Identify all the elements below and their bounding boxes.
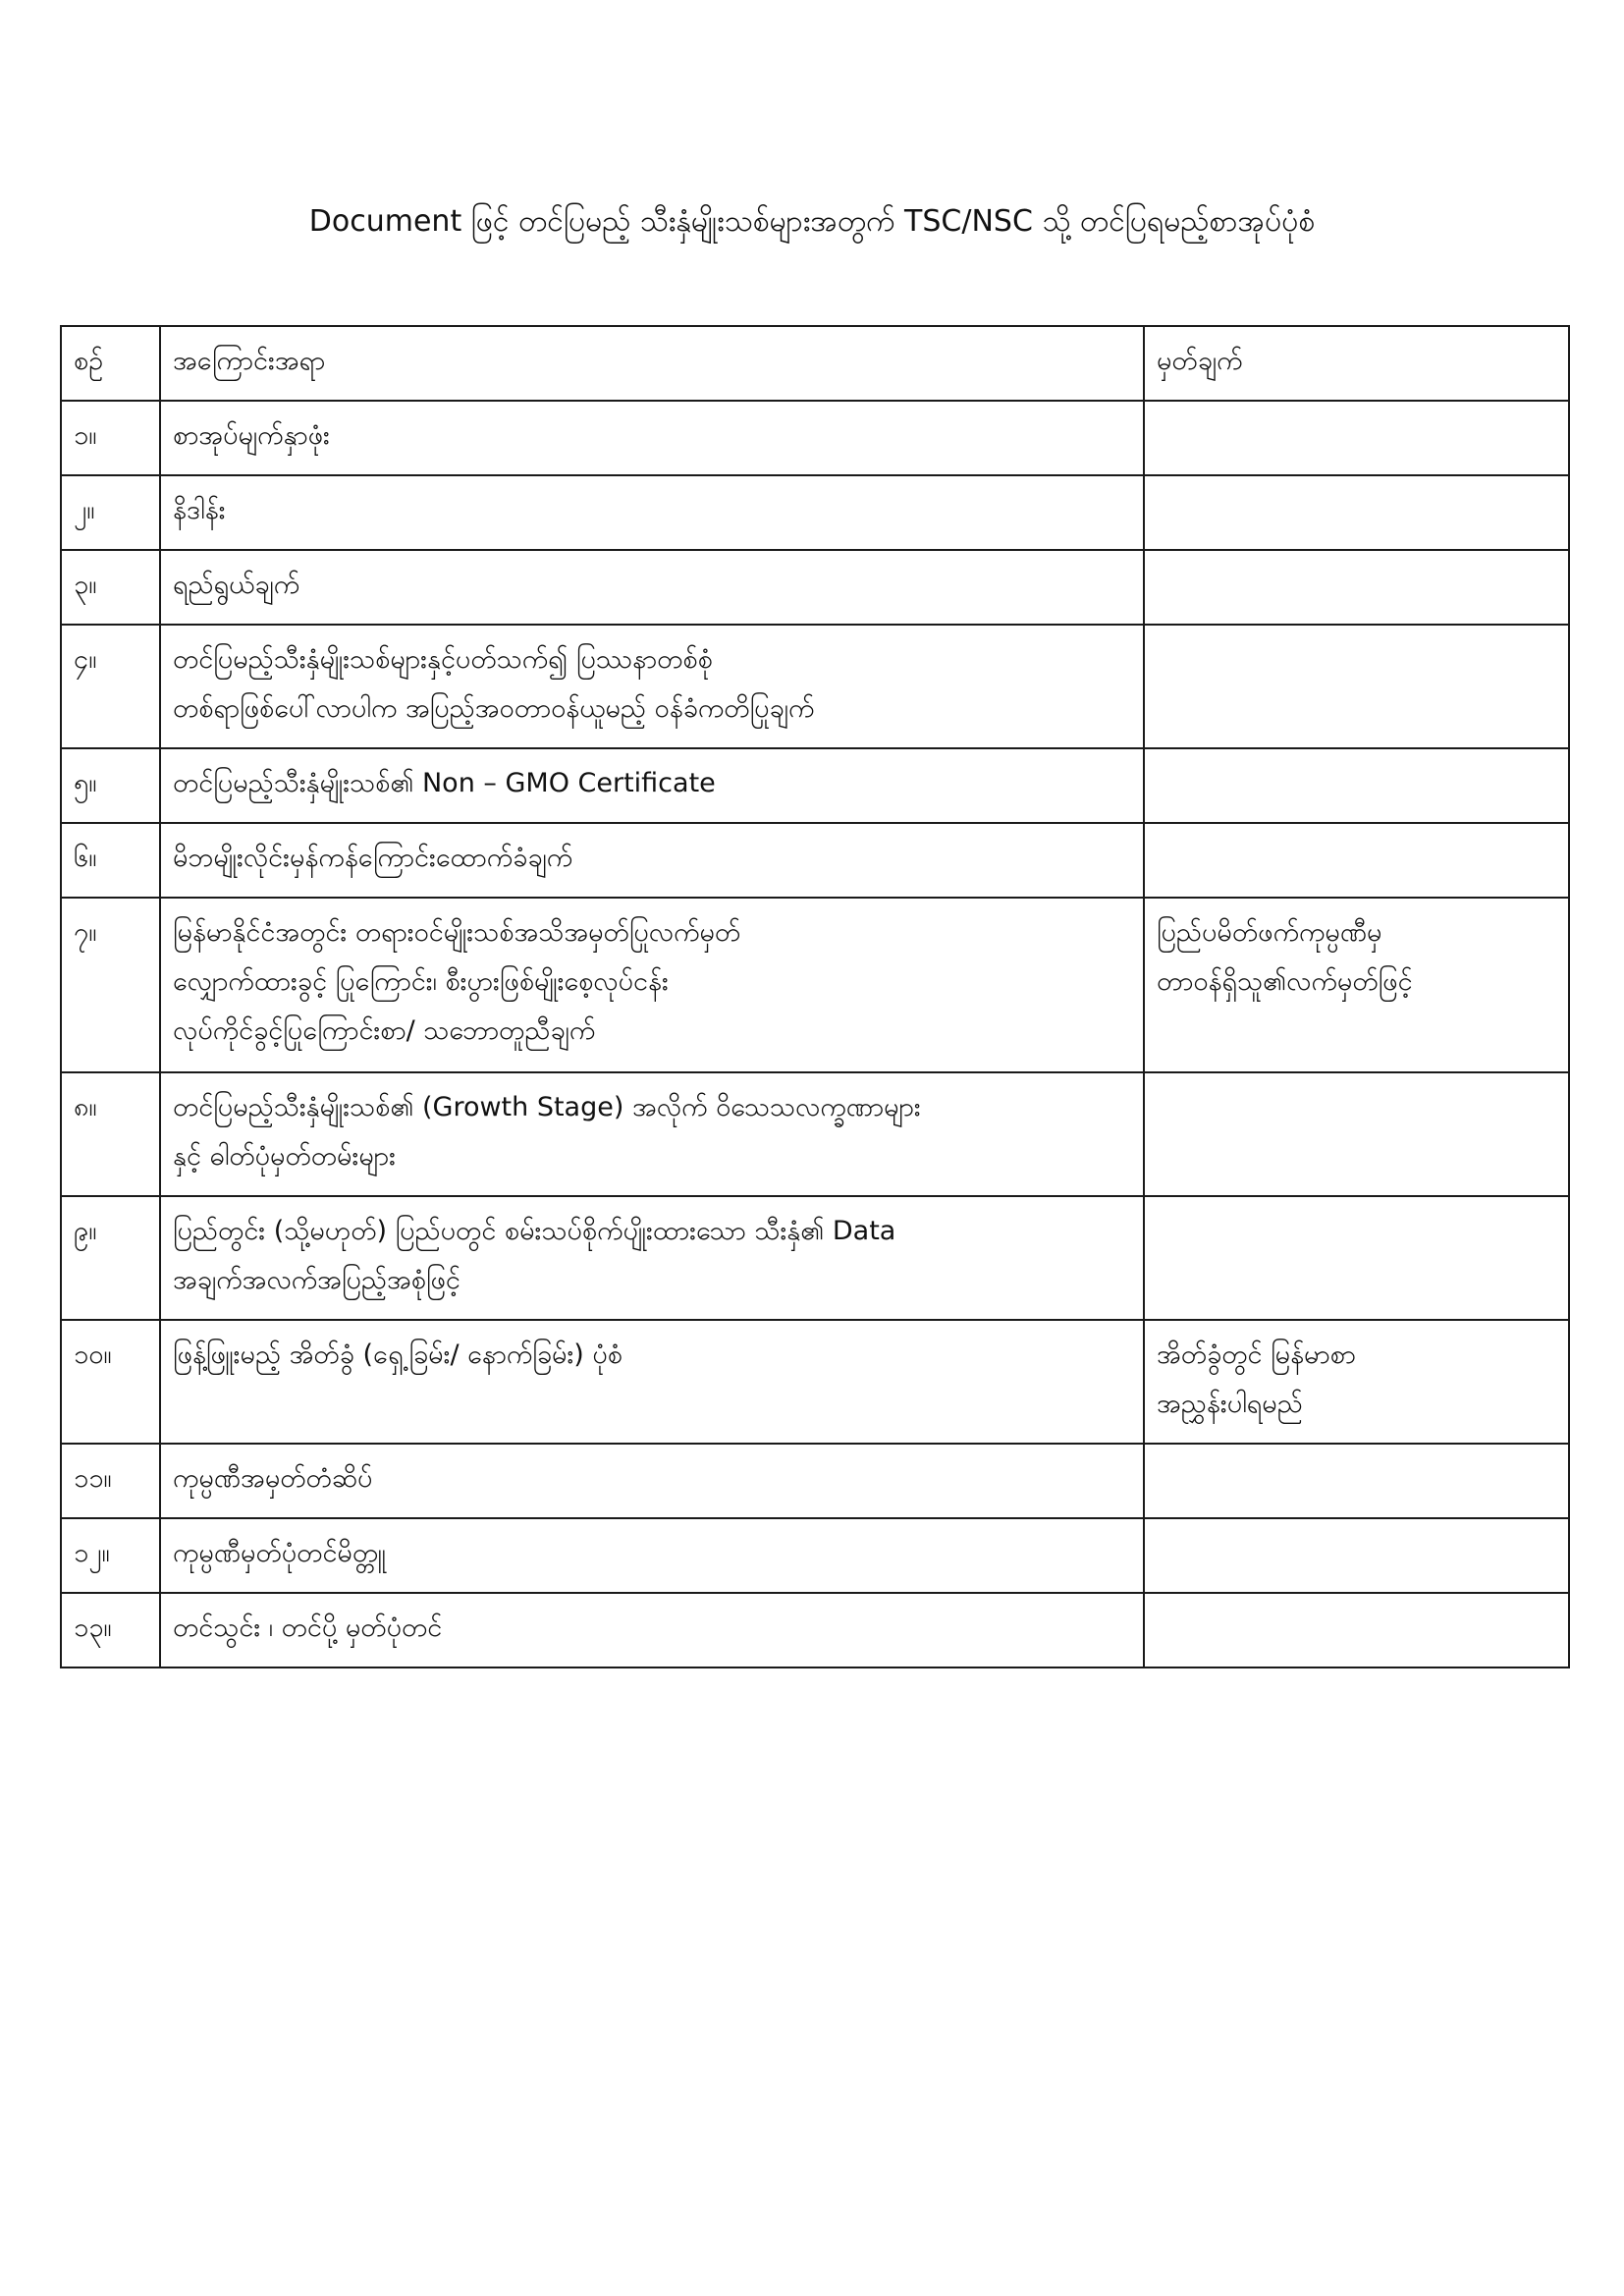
- table-row: [61, 401, 1569, 475]
- table-row: [61, 1072, 1569, 1196]
- row-remark: [1144, 1444, 1569, 1518]
- row-subject: [160, 1444, 1144, 1518]
- table-row: [61, 1444, 1569, 1518]
- subject-line: ပြည်တွင်း (သို့မဟုတ်) ပြည်ပတွင် စမ်းသပ်စိုက်ပျိုးထားသော သီးနှံ၏ Data: [173, 1216, 896, 1246]
- row-number: ၁၀။: [61, 1320, 160, 1444]
- row-subject: [160, 475, 1144, 550]
- subject-line: ဖြန့်ဖြူးမည့် အိတ်ခွံ (ရှေ့ခြမ်း/ နောက်ခြမ်း) ပုံစံ: [173, 1339, 623, 1370]
- row-subject: [160, 1072, 1144, 1196]
- row-number: ၂။: [61, 475, 160, 550]
- header-remark: မှတ်ချက်: [1144, 326, 1569, 401]
- row-remark: [1144, 1320, 1569, 1444]
- row-remark: [1144, 1196, 1569, 1320]
- row-remark: [1144, 1072, 1569, 1196]
- remark-line: ပြည်ပမိတ်ဖက်ကုမ္ပဏီမှ: [1157, 917, 1382, 948]
- subject-line: တင်သွင်း ၊ တင်ပို့ မှတ်ပုံတင်: [173, 1613, 443, 1643]
- table-row: [61, 823, 1569, 898]
- subject-line: ကုမ္ပဏီမှတ်ပုံတင်မိတ္တူ: [173, 1538, 386, 1568]
- remark-line: တာဝန်ရှိသူ၏လက်မှတ်ဖြင့်: [1157, 966, 1413, 997]
- table-row: [61, 898, 1569, 1072]
- row-number: ၄။: [61, 625, 160, 748]
- table-body: [61, 401, 1569, 1667]
- row-subject: [160, 625, 1144, 748]
- header-subject: အကြောင်းအရာ: [160, 326, 1144, 401]
- subject-line: တင်ပြမည့်သီးနှံမျိုးသစ်၏ Non – GMO Certificate: [173, 768, 716, 798]
- row-remark: [1144, 898, 1569, 1072]
- row-subject: [160, 401, 1144, 475]
- subject-line: ရည်ရွယ်ချက်: [173, 570, 300, 600]
- subject-line: နှင့် ဓါတ်ပုံမှတ်တမ်းများ: [173, 1141, 396, 1172]
- table-row: [61, 625, 1569, 748]
- subject-line: တင်ပြမည့်သီးနှံမျိုးသစ်များနှင့်ပတ်သက်၍ ပြဿနာတစ်စုံ: [173, 644, 713, 675]
- row-remark: [1144, 1518, 1569, 1593]
- table-header-row: [61, 326, 1569, 401]
- row-subject: [160, 1593, 1144, 1667]
- table-row: [61, 1518, 1569, 1593]
- row-number: ၃။: [61, 550, 160, 625]
- row-number: ၁၂။: [61, 1518, 160, 1593]
- table-row: [61, 550, 1569, 625]
- row-number: ၁။: [61, 401, 160, 475]
- subject-line: စာအုပ်မျက်နှာဖုံး: [173, 420, 330, 451]
- row-subject: [160, 748, 1144, 823]
- row-remark: [1144, 475, 1569, 550]
- row-subject: [160, 550, 1144, 625]
- row-number: ၁၃။: [61, 1593, 160, 1667]
- subject-line: မြန်မာနိုင်ငံအတွင်း တရားဝင်မျိုးသစ်အသိအမှတ်ပြုလက်မှတ်: [173, 917, 741, 948]
- subject-line: လျှောက်ထားခွင့် ပြုကြောင်း၊ စီးပွားဖြစ်မျိုးစေ့လုပ်ငန်း: [173, 966, 669, 997]
- row-remark: [1144, 748, 1569, 823]
- table-row: [61, 748, 1569, 823]
- row-number: ၇။: [61, 898, 160, 1072]
- remark-line: အညွှန်းပါရမည်: [1157, 1389, 1303, 1419]
- subject-line: အချက်အလက်အပြည့်အစုံဖြင့်: [173, 1265, 460, 1295]
- row-subject: [160, 1518, 1144, 1593]
- row-subject: [160, 823, 1144, 898]
- checklist-table: [60, 325, 1570, 1668]
- row-subject: [160, 898, 1144, 1072]
- row-remark: [1144, 1593, 1569, 1667]
- row-number: ၈။: [61, 1072, 160, 1196]
- row-number: ၅။: [61, 748, 160, 823]
- row-number: ၆။: [61, 823, 160, 898]
- remark-line: အိတ်ခွံတွင် မြန်မာစာ: [1157, 1339, 1356, 1370]
- subject-line: တင်ပြမည့်သီးနှံမျိုးသစ်၏ (Growth Stage) အလိုက် ဝိသေသလက္ခဏာများ: [173, 1092, 921, 1122]
- row-remark: [1144, 823, 1569, 898]
- row-number: ၉။: [61, 1196, 160, 1320]
- row-remark: [1144, 550, 1569, 625]
- subject-line: မိဘမျိုးလိုင်းမှန်ကန်ကြောင်းထောက်ခံချက်: [173, 843, 573, 873]
- row-subject: [160, 1196, 1144, 1320]
- subject-line: တစ်ရာဖြစ်ပေါ်လာပါက အပြည့်အဝတာဝန်ယူမည့် ဝန်ခံကတိပြုချက်: [173, 693, 815, 724]
- page-title: Document ဖြင့် တင်ပြမည့် သီးနှံမျိုးသစ်များအတွက် TSC/NSC သို့ တင်ပြရမည့်စာအုပ်ပုံစံ: [308, 204, 1316, 239]
- table-row: [61, 475, 1569, 550]
- row-number: ၁၁။: [61, 1444, 160, 1518]
- table-row: [61, 1320, 1569, 1444]
- table-row: [61, 1593, 1569, 1667]
- row-subject: [160, 1320, 1144, 1444]
- row-remark: [1144, 625, 1569, 748]
- subject-line: လုပ်ကိုင်ခွင့်ပြုကြောင်းစာ/ သဘောတူညီချက်: [173, 1015, 596, 1046]
- subject-line: ကုမ္ပဏီအမှတ်တံဆိပ်: [173, 1463, 373, 1494]
- table-row: [61, 1196, 1569, 1320]
- header-no: စဉ်: [61, 326, 160, 401]
- subject-line: နိဒါန်း: [173, 495, 226, 525]
- row-remark: [1144, 401, 1569, 475]
